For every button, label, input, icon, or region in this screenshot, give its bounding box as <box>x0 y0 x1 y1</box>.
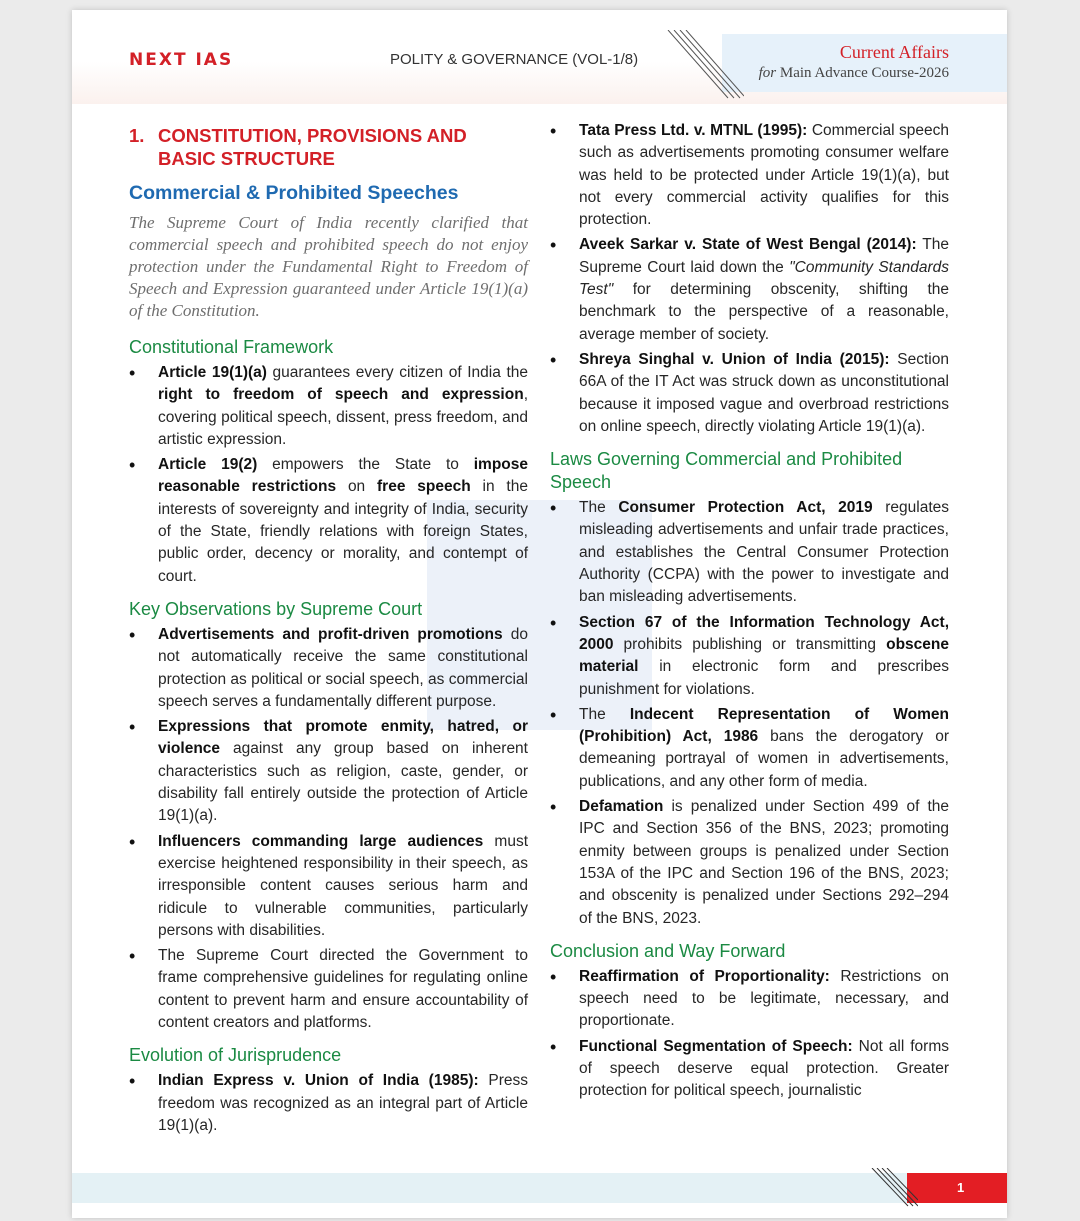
chapter-number: 1. <box>129 125 145 146</box>
next-ias-logo: NEXT IAS <box>129 50 234 70</box>
current-affairs-title: Current Affairs <box>839 42 949 62</box>
footer-diagonal-lines-icon <box>870 1168 918 1208</box>
bullet-list <box>129 624 528 1034</box>
list-item: • Functional Segmentation of Speech: Not all forms of speech deserve equal protection. Greater protection for political speech, journalistic <box>550 1036 949 1103</box>
volume-title: POLITY & GOVERNANCE (VOL-1/8) <box>390 51 639 68</box>
section-heading-constitutional-framework: Constitutional Framework <box>129 337 334 357</box>
bullet-list <box>550 120 949 438</box>
intro-paragraph: The Supreme Court of India recently clarified that commercial speech and prohibited speech do not enjoy protection under the Fundamental Right to Freedom of Speech and Expression guaranteed under Article 19(1)(a) of the Constitution. <box>129 213 528 320</box>
list-item: • The Supreme Court directed the Government to frame comprehensive guidelines for regulating online content to prevent harm and ensure accountability of content creators and platforms. <box>129 945 528 1034</box>
course-subtitle <box>759 65 949 82</box>
list-item: • Indian Express v. Union of India (1985): Press freedom was recognized as an integral part of Article 19(1)(a). <box>129 1070 528 1137</box>
list-item: • Defamation is penalized under Section 499 of the IPC and Section 356 of the BNS, 2023; promoting enmity between groups is penalized under Section 153A of the IPC and Section 196 of the BNS, 2023; and obscenity is penalized under Sections 292–294 of the BNS, 2023. <box>550 796 949 930</box>
list-item: • Expressions that promote enmity, hatred, or violence against any group based on inherent characteristics such as religion, caste, gender, or disability fall entirely outside the protection of Article 19(1)(a). <box>129 716 528 827</box>
list-item: • Article 19(1)(a) guarantees every citizen of India the right to freedom of speech and expression, covering political speech, dissent, press freedom, and artistic expression. <box>129 362 528 451</box>
list-item: • Aveek Sarkar v. State of West Bengal (2014): The Supreme Court laid down the "Community Standards Test" for determining obscenity, shifting the benchmark to the perspective of a reasonable, average member of society. <box>550 234 949 345</box>
list-item: • Influencers commanding large audiences must exercise heightened responsibility in their speech, as irresponsible content causes serious harm and ridicule to vulnerable communities, particularly persons with disabilities. <box>129 831 528 942</box>
bullet-list <box>129 1070 528 1137</box>
section-heading-evolution: Evolution of Jurisprudence <box>129 1045 342 1066</box>
page-number: 1 <box>957 1180 965 1195</box>
page-header <box>72 10 1007 104</box>
page-footer <box>72 1173 1007 1203</box>
diagonal-lines-icon <box>664 30 744 100</box>
list-item: • Advertisements and profit-driven promotions do not automatically receive the same constitutional protection as political or social speech, as commercial speech serves a fundamentally different purpose. <box>129 624 528 713</box>
section-heading-key-observations: Key Observations by Supreme Court <box>129 598 423 619</box>
topic-title: Commercial & Prohibited Speeches <box>129 182 459 204</box>
list-item: • The Consumer Protection Act, 2019 regulates misleading advertisements and unfair trade practices, and establishes the Central Consumer Protection Authority (CCPA) with the power to investigate and ban misleading advertisements. <box>550 497 949 608</box>
section-heading-conclusion: Conclusion and Way Forward <box>550 940 786 961</box>
right-column <box>550 120 949 1113</box>
list-item: • Article 19(2) empowers the State to impose reasonable restrictions on free speech in the interests of sovereignty and integrity of India, security of the State, friendly relations with foreign States, public order, decency or morality, and contempt of court. <box>129 454 528 588</box>
list-item: • Tata Press Ltd. v. MTNL (1995): Commercial speech such as advertisements promoting consumer welfare was held to be protected under Article 19(1)(a), but not every commercial activity qualifies for this protection. <box>550 120 949 231</box>
list-item: • Reaffirmation of Proportionality: Restrictions on speech need to be legitimate, necessary, and proportionate. <box>550 966 949 1033</box>
bullet-list <box>129 362 528 588</box>
document-page <box>72 10 1007 1218</box>
chapter-heading <box>129 124 528 170</box>
bullet-list <box>550 497 949 930</box>
course-subtitle-prefix: for <box>758 65 777 81</box>
list-item: • The Indecent Representation of Women (Prohibition) Act, 1986 bans the derogatory or demeaning portrayal of women in advertisements, publications, and any other form of media. <box>550 704 949 793</box>
course-subtitle-text: Main Advance Course-2026 <box>779 65 949 81</box>
list-item: • Section 67 of the Information Technology Act, 2000 prohibits publishing or transmitting obscene material in electronic form and prescribes punishment for violations. <box>550 612 949 701</box>
chapter-title: CONSTITUTION, PROVISIONS AND BASIC STRUCTURE <box>158 125 467 169</box>
bullet-list <box>550 966 949 1103</box>
list-item: • Shreya Singhal v. Union of India (2015): Section 66A of the IT Act was struck down as unconstitutional because it imposed vague and overbroad restrictions on online speech, directly violating Article 19(1)(a). <box>550 349 949 438</box>
section-heading-laws: Laws Governing Commercial and Prohibited Speech <box>550 449 903 493</box>
left-column <box>129 120 528 1147</box>
